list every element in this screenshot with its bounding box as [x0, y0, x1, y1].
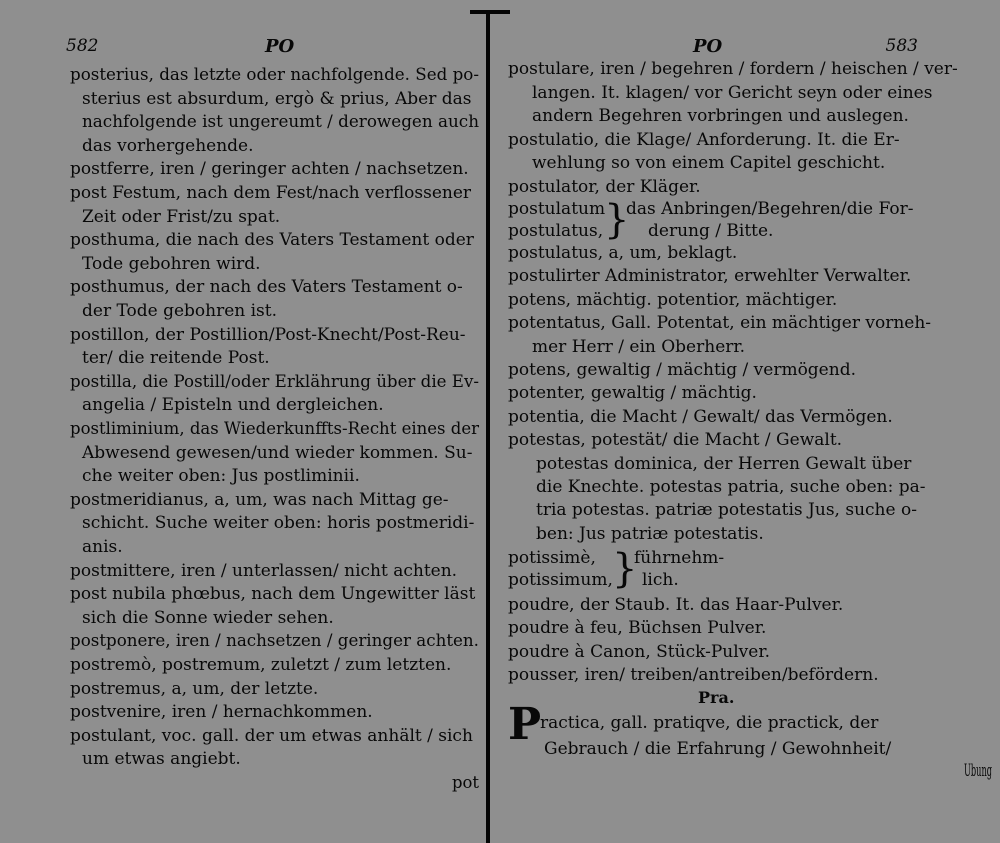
- text-line: potestas dominica, der Herren Gewalt über: [536, 453, 912, 474]
- text-line: poudre, der Staub. It. das Haar-Pulver.: [508, 595, 844, 615]
- text-line: posthuma, die nach des Vaters Testament oder: [70, 230, 474, 251]
- text-line: sterius est absurdum, ergò & prius, Aber das: [82, 88, 472, 109]
- text-line: postulirter Administrator, erwehlter Verwalter.: [508, 266, 912, 287]
- section-heading: Pra.: [698, 688, 735, 707]
- text-line: ractica, gall. pratiqve, die practick, der: [540, 713, 879, 733]
- text-line: tria potestas. patriæ potestatis Jus, suche o-: [536, 500, 917, 521]
- book-spine: [486, 12, 490, 843]
- text-line: das vorhergehende.: [82, 135, 254, 156]
- drop-capital: P: [508, 699, 542, 750]
- text-line: die Knechte. potestas patria, suche oben: pa-: [536, 477, 926, 497]
- text-line: postremus, a, um, der letzte.: [70, 678, 319, 699]
- text-line: postvenire, iren / hernachkommen.: [70, 702, 373, 723]
- group-meaning-2: lich.: [642, 570, 679, 590]
- text-line: pousser, iren/ treiben/antreiben/befördern.: [508, 665, 879, 686]
- text-line: potens, mächtig. potentior, mächtiger.: [508, 289, 838, 310]
- text-line: potens, gewaltig / mächtig / vermögend.: [508, 360, 856, 380]
- text-line: postponere, iren / nachsetzen / geringer achten.: [70, 631, 479, 652]
- text-line: posthumus, der nach des Vaters Testament o-: [70, 277, 463, 298]
- text-line: um etwas angiebt.: [82, 749, 241, 770]
- text-line: ben: Jus patriæ potestatis.: [536, 523, 764, 544]
- text-line: postmittere, iren / unterlassen/ nicht achten.: [70, 560, 458, 581]
- text-line: Tode gebohren wird.: [82, 253, 261, 274]
- text-line: postremò, postremum, zuletzt / zum letzten.: [70, 655, 452, 675]
- group-meaning-1: führnehm-: [634, 548, 725, 568]
- right-page: [498, 0, 1000, 843]
- text-line: post nubila phœbus, nach dem Ungewitter läst: [70, 584, 476, 605]
- brace-glyph: }: [612, 546, 638, 592]
- text-line: langen. It. klagen/ vor Gericht seyn oder eines: [532, 82, 933, 103]
- text-line: postulant, voc. gall. der um etwas anhält / sich: [70, 725, 473, 746]
- group-term-a: postulatum: [508, 199, 606, 219]
- brace-glyph: }: [604, 197, 630, 243]
- text-line: mer Herr / ein Oberherr.: [532, 336, 746, 357]
- catchword: pot: [452, 773, 479, 793]
- text-line: postliminium, das Wiederkunffts-Recht eines der: [70, 419, 479, 439]
- text-line: der Tode gebohren ist.: [82, 301, 278, 321]
- right-running-head: PO: [693, 36, 723, 57]
- group-meaning-1: das Anbringen/Begehren/die For-: [626, 199, 914, 219]
- text-line: post Festum, nach dem Fest/nach verflossener: [70, 183, 472, 203]
- text-line: che weiter oben: Jus postliminii.: [82, 466, 360, 487]
- text-line: postilla, die Postill/oder Erklährung über die Ev-: [70, 371, 479, 392]
- left-running-head: PO: [265, 36, 295, 57]
- text-line: potentatus, Gall. Potentat, ein mächtiger vorneh-: [508, 313, 932, 334]
- left-page: [0, 0, 487, 843]
- text-line: postferre, iren / geringer achten / nachsetzen.: [70, 159, 469, 180]
- text-line: Abwesend gewesen/und wieder kommen. Su-: [82, 442, 473, 463]
- text-line: wehlung so von einem Capitel geschicht.: [532, 153, 886, 173]
- text-line: postulatus, a, um, beklagt.: [508, 243, 738, 263]
- left-page-number: 582: [66, 36, 99, 56]
- text-line: postulatio, die Klage/ Anforderung. It. die Er-: [508, 129, 900, 150]
- text-line: postillon, der Postillion/Post-Knecht/Post-Reu-: [70, 324, 466, 345]
- text-line: Ubung: [964, 761, 992, 781]
- text-line: postulator, der Kläger.: [508, 176, 701, 197]
- right-page-number: 583: [885, 36, 918, 56]
- right-page-header: [498, 36, 1000, 58]
- left-page-header: [0, 36, 487, 58]
- text-line: andern Begehren vorbringen und auslegen.: [532, 106, 909, 126]
- text-line: potestas, potestät/ die Macht / Gewalt.: [508, 430, 843, 451]
- text-line: poudre à Canon, Stück-Pulver.: [508, 641, 771, 662]
- text-line: potenter, gewaltig / mächtig.: [508, 383, 757, 404]
- text-line: potentia, die Macht / Gewalt/ das Vermögen.: [508, 406, 893, 427]
- text-line: anis.: [82, 537, 123, 557]
- text-line: schicht. Suche weiter oben: horis postmeridi-: [82, 513, 475, 534]
- text-line: Gebrauch / die Erfahrung / Gewohnheit/: [544, 739, 892, 759]
- group-term-b: postulatus,: [508, 221, 604, 241]
- group-term-a: potissimè,: [508, 548, 596, 568]
- text-line: poudre à feu, Büchsen Pulver.: [508, 618, 767, 639]
- group-meaning-2: derung / Bitte.: [648, 221, 774, 241]
- text-line: angelia / Episteln und dergleichen.: [82, 395, 384, 416]
- group-term-b: potissimum,: [508, 570, 613, 590]
- text-line: posterius, das letzte oder nachfolgende. Sed po-: [70, 65, 479, 85]
- text-line: postmeridianus, a, um, was nach Mittag ge-: [70, 489, 449, 510]
- text-line: sich die Sonne wieder sehen.: [82, 607, 334, 628]
- text-line: nachfolgende ist ungereumt / derowegen auch: [82, 112, 479, 133]
- text-line: Zeit oder Frist/zu spat.: [82, 206, 281, 227]
- text-line: ter/ die reitende Post.: [82, 348, 270, 369]
- text-line: postulare, iren / begehren / fordern / heischen / ver-: [508, 59, 958, 79]
